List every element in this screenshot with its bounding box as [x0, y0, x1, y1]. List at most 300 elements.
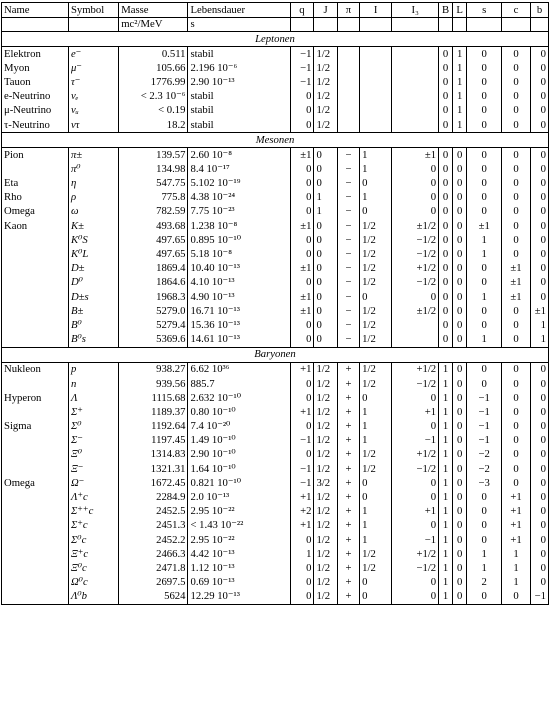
cell-isospin-i3 [392, 104, 439, 118]
cell-baryon-b: 0 [439, 262, 453, 276]
cell-parity: + [337, 561, 359, 575]
cell-bottom-b: 0 [531, 561, 549, 575]
cell-charm-c [501, 18, 530, 32]
cell-strangeness-s: 1 [467, 561, 501, 575]
cell-charm-c: 0 [501, 205, 530, 219]
cell-spin-j: 1/2 [314, 462, 337, 476]
cell-baryon-b: 0 [439, 233, 453, 247]
cell-charge-q: 0 [290, 247, 314, 261]
cell-parity [337, 75, 359, 89]
cell-mass: 105.66 [119, 61, 188, 75]
cell-mass: 134.98 [119, 162, 188, 176]
cell-charm-c: 0 [501, 148, 530, 163]
cell-charm-c: 0 [501, 318, 530, 332]
cell-lifetime: 4.90 10⁻¹³ [188, 290, 290, 304]
cell-charge-q: 0 [290, 233, 314, 247]
cell-spin-j: 0 [314, 304, 337, 318]
cell-spin-j: 1 [314, 191, 337, 205]
cell-mass: 5624 [119, 590, 188, 605]
cell-lifetime: 8.4 10⁻¹⁷ [188, 162, 290, 176]
cell-baryon-b: 1 [439, 362, 453, 377]
cell-mass: 1189.37 [119, 405, 188, 419]
table-row [2, 434, 549, 448]
cell-charm-c: 0 [501, 333, 530, 348]
cell-mass: < 0.19 [119, 104, 188, 118]
section-header [2, 133, 549, 148]
cell-strangeness-s: −3 [467, 476, 501, 490]
cell-spin-j: 1/2 [314, 391, 337, 405]
cell-mass: 18.2 [119, 118, 188, 133]
cell-parity [337, 18, 359, 32]
cell-strangeness-s: −1 [467, 434, 501, 448]
cell-isospin-i3: ±1 [392, 148, 439, 163]
cell-charge-q: ±1 [290, 304, 314, 318]
cell-spin-j: 1/2 [314, 576, 337, 590]
cell-spin-j: 1/2 [314, 47, 337, 62]
cell-isospin-i: 1/2 [360, 233, 392, 247]
table-row [2, 191, 549, 205]
cell-symbol: Σ⁺⁺c [68, 505, 118, 519]
cell-isospin-i: 1 [360, 405, 392, 419]
cell-baryon-b: 0 [439, 205, 453, 219]
cell-name: Myon [4, 61, 30, 74]
cell-parity [337, 47, 359, 62]
cell-charm-c: 0 [501, 391, 530, 405]
cell-parity: + [337, 533, 359, 547]
cell-isospin-i [360, 118, 392, 133]
cell-strangeness-s: 0 [467, 47, 501, 62]
cell-baryon-b: 1 [439, 377, 453, 391]
cell-isospin-i: 1 [360, 191, 392, 205]
cell-baryon-b: 0 [439, 61, 453, 75]
table-row [2, 247, 549, 261]
cell-spin-j: 0 [314, 219, 337, 233]
cell-lepton-l: 0 [452, 177, 467, 191]
cell-spin-j: 3/2 [314, 476, 337, 490]
cell-lifetime: 0.821 10⁻¹⁰ [188, 476, 290, 490]
cell-strangeness-s: 0 [467, 75, 501, 89]
cell-symbol: Ξ⁰ [68, 448, 118, 462]
cell-lifetime: 4.42 10⁻¹³ [188, 547, 290, 561]
cell-bottom-b: 1 [531, 333, 549, 348]
cell-parity: − [337, 333, 359, 348]
cell-parity: − [337, 318, 359, 332]
cell-symbol: e⁻ [68, 47, 118, 62]
cell-symbol: ω [68, 205, 118, 219]
cell-charge-q: 0 [290, 191, 314, 205]
cell-strangeness-s: −1 [467, 391, 501, 405]
cell-baryon-b: 1 [439, 448, 453, 462]
cell-strangeness-s: 0 [467, 533, 501, 547]
cell-lifetime: 7.75 10⁻²³ [188, 205, 290, 219]
cell-name: Sigma [4, 420, 32, 433]
cell-lepton-l: 0 [452, 490, 467, 504]
cell-parity [337, 104, 359, 118]
cell-lepton-l [452, 18, 467, 32]
cell-lepton-l: 0 [452, 162, 467, 176]
table-row [2, 162, 549, 176]
cell-name: Hyperon [4, 391, 42, 404]
cell-lepton-l: 0 [452, 561, 467, 575]
cell-name [2, 290, 69, 304]
cell-isospin-i: 0 [360, 391, 392, 405]
cell-isospin-i: 1 [360, 519, 392, 533]
table-row [2, 533, 549, 547]
table-row [2, 362, 549, 377]
cell-symbol: π⁰ [68, 162, 118, 176]
cell-charge-q: +1 [290, 519, 314, 533]
cell-isospin-i3 [392, 90, 439, 104]
cell-isospin-i: 1 [360, 505, 392, 519]
cell-baryon-b: 1 [439, 420, 453, 434]
cell-baryon-b: 0 [439, 177, 453, 191]
cell-name [2, 333, 69, 348]
cell-bottom-b: 0 [531, 276, 549, 290]
cell-isospin-i3: 0 [392, 519, 439, 533]
cell-lifetime: 1.238 10⁻⁸ [188, 219, 290, 233]
cell-symbol: K⁰S [68, 233, 118, 247]
table-row [2, 148, 549, 163]
cell-parity: + [337, 434, 359, 448]
cell-lifetime: 7.4 10⁻²⁰ [188, 420, 290, 434]
cell-charm-c: 0 [501, 590, 530, 605]
cell-mass: 1314.83 [119, 448, 188, 462]
cell-bottom-b: 0 [531, 90, 549, 104]
cell-symbol: Ξ⁺c [68, 547, 118, 561]
cell-lifetime: s [188, 18, 290, 32]
cell-spin-j: 1/2 [314, 104, 337, 118]
cell-charge-q: ±1 [290, 148, 314, 163]
cell-symbol: Ξ⁰c [68, 561, 118, 575]
cell-name: Rho [4, 191, 22, 204]
cell-mass: 782.59 [119, 205, 188, 219]
cell-baryon-b: 1 [439, 547, 453, 561]
cell-bottom-b: 0 [531, 177, 549, 191]
cell-isospin-i: 1 [360, 420, 392, 434]
cell-spin-j: 1/2 [314, 362, 337, 377]
cell-spin-j: 0 [314, 262, 337, 276]
cell-parity [337, 118, 359, 133]
cell-lepton-l: 0 [452, 191, 467, 205]
cell-lepton-l: 0 [452, 576, 467, 590]
cell-lifetime: 4.38 10⁻²⁴ [188, 191, 290, 205]
cell-name: Tauon [4, 75, 31, 88]
cell-isospin-i3: −1 [392, 434, 439, 448]
cell-baryon-b: 1 [439, 462, 453, 476]
cell-charge-q: q [290, 3, 314, 18]
cell-symbol: π± [68, 148, 118, 163]
cell-mass: 1197.45 [119, 434, 188, 448]
cell-charm-c: 0 [501, 219, 530, 233]
cell-spin-j: 1/2 [314, 505, 337, 519]
cell-strangeness-s: 1 [467, 247, 501, 261]
cell-lepton-l: 0 [452, 276, 467, 290]
cell-spin-j: 0 [314, 333, 337, 348]
cell-charge-q: +2 [290, 505, 314, 519]
cell-bottom-b: 0 [531, 476, 549, 490]
cell-isospin-i3: 0 [392, 177, 439, 191]
cell-charm-c: 0 [501, 304, 530, 318]
cell-symbol: B± [68, 304, 118, 318]
table-row [2, 177, 549, 191]
particle-table-container [1, 2, 549, 605]
cell-parity: + [337, 505, 359, 519]
cell-strangeness-s: 0 [467, 377, 501, 391]
cell-isospin-i: 1/2 [360, 448, 392, 462]
cell-spin-j: 1/2 [314, 590, 337, 605]
cell-parity: − [337, 233, 359, 247]
cell-mass: 497.65 [119, 247, 188, 261]
table-row [2, 90, 549, 104]
cell-baryon-b: 1 [439, 576, 453, 590]
cell-strangeness-s: ±1 [467, 219, 501, 233]
cell-isospin-i: 1/2 [360, 304, 392, 318]
cell-charge-q: 0 [290, 377, 314, 391]
cell-spin-j: 1/2 [314, 61, 337, 75]
cell-isospin-i3: −1/2 [392, 247, 439, 261]
cell-strangeness-s: 0 [467, 177, 501, 191]
cell-strangeness-s: s [467, 3, 501, 18]
cell-bottom-b: 0 [531, 247, 549, 261]
cell-baryon-b: 0 [439, 148, 453, 163]
cell-name [2, 519, 69, 533]
cell-name [2, 533, 69, 547]
cell-baryon-b: 0 [439, 318, 453, 332]
cell-isospin-i: 1/2 [360, 547, 392, 561]
cell-parity: + [337, 391, 359, 405]
cell-lifetime: 1.64 10⁻¹⁰ [188, 462, 290, 476]
cell-lepton-l: 1 [452, 118, 467, 133]
cell-charm-c: 0 [501, 247, 530, 261]
cell-name: Kaon [4, 219, 28, 232]
table-row [2, 75, 549, 89]
cell-strangeness-s: 0 [467, 362, 501, 377]
cell-mass: 5369.6 [119, 333, 188, 348]
cell-isospin-i3 [392, 75, 439, 89]
cell-baryon-b: 1 [439, 505, 453, 519]
cell-lifetime: 14.61 10⁻¹³ [188, 333, 290, 348]
cell-lepton-l: 0 [452, 547, 467, 561]
cell-symbol: p [68, 362, 118, 377]
cell-lepton-l: 1 [452, 75, 467, 89]
cell-name: Nukleon [2, 362, 69, 377]
cell-lepton-l: 0 [452, 434, 467, 448]
cell-isospin-i: I [360, 3, 392, 18]
cell-name [2, 262, 69, 276]
cell-lepton-l: 0 [452, 462, 467, 476]
cell-isospin-i3 [392, 333, 439, 348]
cell-strangeness-s: 0 [467, 276, 501, 290]
cell-isospin-i3: +1/2 [392, 547, 439, 561]
cell-lepton-l: 1 [452, 104, 467, 118]
cell-mass: 2466.3 [119, 547, 188, 561]
table-row [2, 490, 549, 504]
cell-lepton-l: 1 [452, 90, 467, 104]
cell-charm-c: 0 [501, 420, 530, 434]
cell-mass: 2471.8 [119, 561, 188, 575]
cell-charm-c: 0 [501, 434, 530, 448]
cell-isospin-i: 0 [360, 590, 392, 605]
cell-strangeness-s: 0 [467, 505, 501, 519]
cell-name [2, 576, 69, 590]
cell-baryon-b: 0 [439, 276, 453, 290]
cell-charge-q: 0 [290, 333, 314, 348]
cell-bottom-b: 0 [531, 104, 549, 118]
cell-spin-j: 1/2 [314, 490, 337, 504]
cell-isospin-i: 1 [360, 533, 392, 547]
cell-bottom-b: 0 [531, 533, 549, 547]
cell-lifetime: Lebensdauer [188, 3, 290, 18]
cell-charge-q: ±1 [290, 290, 314, 304]
table-row [2, 47, 549, 62]
cell-parity: + [337, 377, 359, 391]
cell-bottom-b: 0 [531, 162, 549, 176]
cell-bottom-b [531, 18, 549, 32]
cell-charm-c: 0 [501, 191, 530, 205]
cell-name: Omega [4, 205, 35, 218]
cell-isospin-i3: +1/2 [392, 362, 439, 377]
cell-parity: + [337, 590, 359, 605]
cell-mass: 5279.0 [119, 304, 188, 318]
cell-lifetime: 15.36 10⁻¹³ [188, 318, 290, 332]
cell-charge-q: 0 [290, 104, 314, 118]
cell-strangeness-s: −1 [467, 405, 501, 419]
cell-isospin-i3: 0 [392, 490, 439, 504]
cell-lifetime: stabil [188, 90, 290, 104]
cell-mass: 938.27 [119, 362, 188, 377]
cell-baryon-b: 1 [439, 391, 453, 405]
cell-lifetime: stabil [188, 118, 290, 133]
cell-isospin-i3: 0 [392, 290, 439, 304]
cell-baryon-b: 1 [439, 405, 453, 419]
cell-charge-q: −1 [290, 476, 314, 490]
cell-mass: 2452.5 [119, 505, 188, 519]
cell-name [2, 304, 69, 318]
cell-strangeness-s: 0 [467, 519, 501, 533]
table-row [2, 290, 549, 304]
cell-mass: 939.56 [119, 377, 188, 391]
cell-isospin-i: 1/2 [360, 377, 392, 391]
cell-parity: + [337, 476, 359, 490]
cell-spin-j: 1/2 [314, 561, 337, 575]
cell-charm-c: 0 [501, 177, 530, 191]
cell-charge-q: 0 [290, 118, 314, 133]
cell-name [2, 448, 69, 462]
cell-isospin-i: 0 [360, 490, 392, 504]
cell-lifetime: 12.29 10⁻¹³ [188, 590, 290, 605]
cell-spin-j: 1 [314, 205, 337, 219]
section-header [2, 347, 549, 362]
cell-symbol: Σ⁻ [68, 434, 118, 448]
cell-symbol: μ⁻ [68, 61, 118, 75]
cell-mass: 497.65 [119, 233, 188, 247]
table-row [2, 205, 549, 219]
section-title: Leptonen [2, 32, 549, 47]
cell-lifetime: 4.10 10⁻¹³ [188, 276, 290, 290]
cell-isospin-i: 0 [360, 576, 392, 590]
table-body [2, 3, 549, 605]
cell-baryon-b: 1 [439, 490, 453, 504]
cell-symbol: D⁰ [68, 276, 118, 290]
cell-name [2, 490, 69, 504]
cell-lepton-l: 0 [452, 304, 467, 318]
cell-isospin-i3 [392, 47, 439, 62]
cell-charge-q: +1 [290, 362, 314, 377]
cell-name: τ-Neutrino [4, 118, 50, 131]
cell-spin-j: 1/2 [314, 448, 337, 462]
cell-mass: 1672.45 [119, 476, 188, 490]
cell-bottom-b: 0 [531, 118, 549, 133]
cell-lifetime: 2.0 10⁻¹³ [188, 490, 290, 504]
cell-strangeness-s: 0 [467, 490, 501, 504]
cell-spin-j: 0 [314, 247, 337, 261]
cell-strangeness-s: −1 [467, 420, 501, 434]
table-row [2, 104, 549, 118]
cell-isospin-i: 1 [360, 434, 392, 448]
cell-parity: + [337, 448, 359, 462]
cell-lepton-l: 0 [452, 405, 467, 419]
cell-symbol: ρ [68, 191, 118, 205]
cell-lifetime: 2.90 10⁻¹⁰ [188, 448, 290, 462]
table-row [2, 519, 549, 533]
cell-bottom-b: 0 [531, 233, 549, 247]
table-row [2, 561, 549, 575]
cell-bottom-b: 0 [531, 75, 549, 89]
cell-charm-c: 0 [501, 476, 530, 490]
cell-lepton-l: L [452, 3, 467, 18]
cell-isospin-i: 1/2 [360, 333, 392, 348]
cell-symbol: K± [68, 219, 118, 233]
cell-charm-c: +1 [501, 505, 530, 519]
cell-isospin-i3: +1/2 [392, 262, 439, 276]
cell-symbol: B⁰s [68, 333, 118, 348]
cell-isospin-i3: +1 [392, 405, 439, 419]
cell-mass: 493.68 [119, 219, 188, 233]
cell-isospin-i3: 0 [392, 420, 439, 434]
cell-strangeness-s: 0 [467, 118, 501, 133]
cell-name: Omega [4, 476, 35, 489]
cell-bottom-b: 0 [531, 519, 549, 533]
cell-spin-j [314, 18, 337, 32]
cell-strangeness-s: 2 [467, 576, 501, 590]
cell-isospin-i3: −1/2 [392, 233, 439, 247]
cell-symbol: νᵤ [68, 104, 118, 118]
cell-charm-c: 0 [501, 448, 530, 462]
cell-symbol [68, 18, 118, 32]
cell-baryon-b: 0 [439, 219, 453, 233]
cell-symbol: Ω⁻ [68, 476, 118, 490]
table-row [2, 262, 549, 276]
cell-charge-q: −1 [290, 75, 314, 89]
cell-name [2, 233, 69, 247]
cell-lifetime: 1.12 10⁻¹³ [188, 561, 290, 575]
cell-charm-c: +1 [501, 533, 530, 547]
cell-symbol: Σ⁺c [68, 519, 118, 533]
cell-name [2, 462, 69, 476]
cell-name [2, 590, 69, 605]
cell-lepton-l: 0 [452, 519, 467, 533]
cell-name [2, 18, 69, 32]
cell-symbol: Λ⁺c [68, 490, 118, 504]
cell-bottom-b: 0 [531, 47, 549, 62]
cell-baryon-b: 0 [439, 47, 453, 62]
table-row [2, 547, 549, 561]
cell-symbol: K⁰L [68, 247, 118, 261]
cell-isospin-i3: ±1/2 [392, 219, 439, 233]
cell-charm-c: +1 [501, 490, 530, 504]
cell-bottom-b: −1 [531, 590, 549, 605]
cell-isospin-i3: +1/2 [392, 448, 439, 462]
